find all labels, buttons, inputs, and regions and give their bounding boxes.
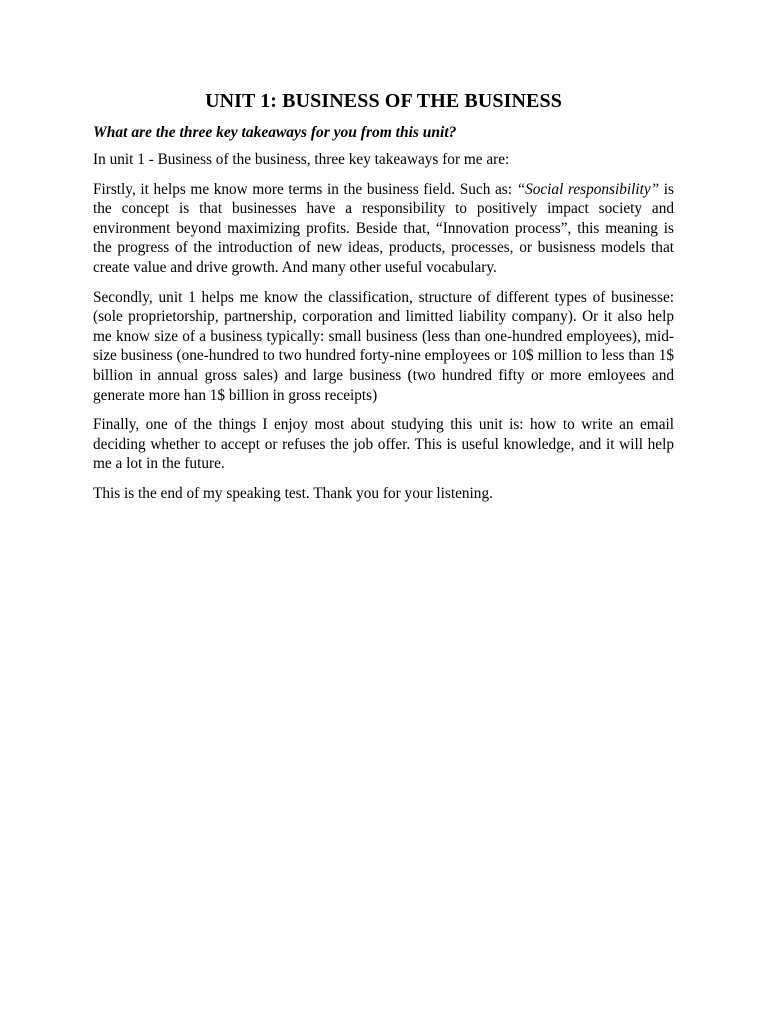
paragraph-finally: Finally, one of the things I enjoy most about studying this unit is: how to write an email deciding whether to accept or refuses the job offer. This is useful knowledge, and it will help me a lot in the future. <box>93 416 674 473</box>
closing-paragraph: This is the end of my speaking test. Thank you for your listening. <box>93 484 493 502</box>
paragraph-firstly-lead: Firstly, it helps me know more terms in the business field. Such as: <box>93 180 517 198</box>
document-title: UNIT 1: BUSINESS OF THE BUSINESS <box>205 90 562 112</box>
paragraph-firstly <box>93 180 674 278</box>
intro-paragraph: In unit 1 - Business of the business, three key takeaways for me are: <box>93 151 510 168</box>
paragraph-secondly: Secondly, unit 1 helps me know the classification, structure of different types of businesse: (sole proprietorship, partnership, corporation and limitted liability company). Or it also help me know size of a business typically: small business (less than one-hundred employees), mid-size business (one-hundred to two hundred forty-nine employees or 10$ million to less than 1$ billion in annual gross sales) and large business (two hundred fifty or more emloyees and generate more han 1$ billion in gross receipts) <box>93 288 674 404</box>
paragraph-firstly-rest: is the concept is that businesses have a responsibility to positively impact society and environment beyond maximizing profits. Beside that, “Innovation process”, this meaning is the progress of the introduction of new ideas, products, processes, or busisness models that create value and drive growth. And many other useful vocabulary. <box>93 180 674 276</box>
question-heading: What are the three key takeaways for you from this unit? <box>93 124 457 141</box>
document-page <box>93 88 674 514</box>
term-social-responsibility: “Social responsibility” <box>516 180 660 198</box>
